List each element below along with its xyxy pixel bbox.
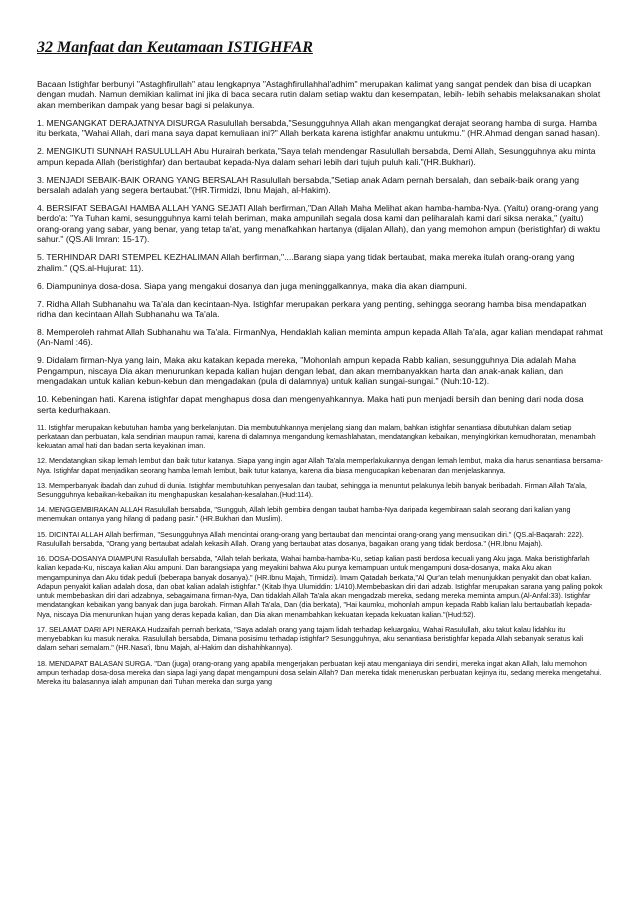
benefit-4-paragraph: 4. BERSIFAT SEBAGAI HAMBA ALLAH YANG SEJATI Allah berfirman,"Dan Allah Maha Melihat akan hamba-hamba-Nya. (Yaitu) orang-orang yang berdo'a: "Ya Tuhan kami, sesungguhnya kami telah beriman, maka ampunilah segala dosa kami dan peliharalah kami dari siksa neraka," (yaitu) orang-orang yang sabar, yang benar, yang tetap ta'at, yang menafkahkan hartanya (dijalan Allah), dan yang memohon ampun (beristighfar) di waktu sahur." (QS.Ali Imran: 15-17). <box>37 203 600 245</box>
benefit-14-paragraph: 14. MENGGEMBIRAKAN ALLAH Rasulullah bersabda, "Sungguh, Allah lebih gembira dengan taubat hamba-Nya daripada kegembiraan salah seorang dari kalian yang menemukan ontanya yang hilang di padang pasir." (HR.Bukhari dan Muslim). <box>37 505 571 524</box>
benefit-9-paragraph: 9. Didalam firman-Nya yang lain, Maka aku katakan kepada mereka, "Mohonlah ampun kepada Rabb kalian, sesungguhnya Dia adalah Maha Pengampun, niscaya Dia akan menurunkan kepada kalian hujan dengan lebat, dan akan membanyakkan harta dan anak-anak kalian, dan mengadakan untuk kalian kebun-kebun dan mengadakan (pula di dalamnya) untuk kalian sungai-sungai." (Nuh:10-12). <box>37 355 577 387</box>
benefit-2-paragraph: 2. MENGIKUTI SUNNAH RASULULLAH Abu Hurairah berkata,"Saya telah mendengar Rasulullah bersabda, Demi Allah, Sesungguhnya aku minta ampun kepada Allah (beristighfar) dan bertaubat kepada-Nya dalam sehari lebih dari tujuh puluh kali."(HR.Bukhari). <box>37 146 596 167</box>
benefit-6-paragraph: 6. Diampuninya dosa-dosa. Siapa yang mengakui dosanya dan juga meninggalkannya, maka dia akan diampuni. <box>37 280 467 291</box>
benefit-17-paragraph: 17. SELAMAT DARI API NERAKA Hudzaifah pernah berkata, "Saya adalah orang yang tajam lidah terhadap keluargaku, Wahai Rasulullah, aku takut kalau lidahku itu menyebabkan ku masuk neraka. Rasulullah bersabda, Dimana posisimu terhadap istighfar? Sesungguhnya, aku senantiasa beristighfar kepada Allah sebanyak seratus kali dalam sehari semalam." (HR.Nasa'i, Ibnu Majah, al-Hakim dan dishahihkannya). <box>37 624 584 653</box>
benefit-7-paragraph: 7. Ridha Allah Subhanahu wa Ta'ala dan kecintaan-Nya. Istighfar merupakan perkara yang penting, sehingga seorang hamba bisa mendapatkan ridha dan kecintaan Allah Subhanahu wa Ta'ala. <box>37 298 587 320</box>
benefit-1-paragraph: 1. MENGANGKAT DERAJATNYA DISURGA Rasulullah bersabda,"Sesungguhnya Allah akan mengangkat derajat seorang hamba di surga. Hamba itu berkata, "Wahai Allah, dari mana saya dapat kemuliaan ini?" Allah berkata karena istighfar anakmu untukmu." (HR.Ahmad dengan sanad hasan). <box>37 117 600 139</box>
document-title: 32 Manfaat dan Keutamaan ISTIGHFAR <box>37 39 313 56</box>
benefit-15-paragraph: 15. DICINTAI ALLAH Allah berfirman, "Sesungguhnya Allah mencintai orang-orang yang bertaubat dan mencintai orang-orang yang mensucikan diri." (QS.al-Baqarah: 222). Rasulullah bersabda, "Orang yang bertaubat adalah kekasih Allah. Orang yang bertaubat atas dosanya, bagaikan orang yang tidak berdosa." (HR.Ibnu Majah). <box>37 529 584 548</box>
benefit-16-paragraph: 16. DOSA-DOSANYA DIAMPUNI Rasulullah bersabda, "Allah telah berkata, Wahai hamba-hamba-Ku, setiap kalian pasti berdosa kecuali yang Aku jaga. Maka beristighfarlah kalian kepada-Ku, niscaya kalian Aku ampuni. Dan barangsiapa yang meyakini bahwa Aku punya kemampuan untuk mengampuni dosa-dosanya, maka Aku akan mengampuninya dan Aku tidak peduli (beberapa banyak dosanya)." (HR.Ibnu Majah, Tirmidzi). Imam Qatadah berkata,"Al Qur'an telah menunjukkan penyakit dan obat kalian. Adapun penyakit kalian adalah dosa, dan obat kalian adalah istighfar." (Kitab Ihya Ulumiddin: 1/410).Membebaskan diri dari adzab. Istighfar merupakan sarana yang paling pokok untuk membebaskan diri dari adzabnya, sebagaimana firman-Nya, Dan tidaklah Allah Ta'ala akan mengadzab mereka, sedang mereka meminta ampun.(Al-Anfal:33). Istighfar mendatangkan kebaikan yang banyak dan juga barokah. Firman Allah Ta'ala, Dan (dia berkata), "Hai kaumku, mohonlah ampun kepada Rabb kalian lalu bertaubatlah kepada-Nya, niscaya Dia menurunkan hujan yang deras kepada kalian, dan Dia akan menambahkan kekuatan kepada kekuatan kalian."(Hud:52). <box>37 553 603 619</box>
benefit-3-paragraph: 3. MENJADI SEBAIK-BAIK ORANG YANG BERSALAH Rasulullah bersabda,"Setiap anak Adam pernah bersalah, dan sebaik-baik orang yang bersalah adalah yang segera bertaubat."(HR.Tirmidzi, Ibnu Majah, al-Hakim). <box>37 174 580 196</box>
intro-paragraph: Bacaan Istighfar berbunyi "Astaghfirullah" atau lengkapnya "Astaghfirullahhal'adhim" merupakan kalimat yang sangat pendek dan bisa di ucapkan dengan mudah. Namun demikian kalimat ini jika di baca secara rutin dalam setiap waktu dan kesempatan, lebih- lebih sehabis melaksanakan sholat akan memberikan dampak yang besar bagi si pelakunya. <box>37 79 601 110</box>
benefit-13-paragraph: 13. Memperbanyak ibadah dan zuhud di dunia. Istighfar membutuhkan penyesalan dan taubat, sehingga ia menuntut pelakunya lebih banyak beribadah. Firman Allah Ta'ala, Sesungguhnya kebaikan-kebaikan itu menghapuskan kesalahan-kesalahan.(Hud:114). <box>37 480 587 500</box>
benefit-11-paragraph: 11. Istighfar merupakan kebutuhan hamba yang berkelanjutan. Dia membutuhkannya menjelang siang dan malam, bahkan istighfar senantiasa dibutuhkan dalam setiap perkataan dan perbuatan, kala sendirian maupun ramai, karena di dalamnya mengandung kemashlahatan, mendatangkan kebaikan, menyingkirkan kemudhoratan, menambah kekuatan amal hati dan badan serta keyakinan iman. <box>37 422 596 451</box>
benefit-8-paragraph: 8. Memperoleh rahmat Allah Subhanahu wa Ta'ala. FirmanNya, Hendaklah kalian meminta ampun kepada Allah Ta'ala, agar kalian mendapat rahmat (An-Naml :46). <box>37 327 603 348</box>
document-body <box>37 79 603 692</box>
benefit-18-paragraph: 18. MENDAPAT BALASAN SURGA. "Dan (juga) orang-orang yang apabila mengerjakan perbuatan keji atau menganiaya diri sendiri, mereka ingat akan Allah, lalu memohon ampun terhadap dosa-dosa mereka dan siapa lagi yang dapat mengampuni dosa selain Allah? Dan mereka tidak meneruskan perbuatan kejinya itu, sedang mereka mengetahui. Mereka itu balasannya ialah ampunan dari Tuhan mereka dan surga yang <box>37 658 602 687</box>
benefit-10-paragraph: 10. Kebeningan hati. Karena istighfar dapat menghapus dosa dan mengenyahkannya. Maka hati pun menjadi bersih dan bening dari noda dosa serta kedurhakaan. <box>37 394 584 415</box>
benefit-12-paragraph: 12. Mendatangkan sikap lemah lembut dan baik tutur katanya. Siapa yang ingin agar Allah Ta'ala memperlakukannya dengan lemah lembut, maka dia harus senantiasa bersama-Nya. Istighfar dapat menjadikan seorang hamba lemah lembut, baik tutur katanya, karena dia biasa mengucapkan kebenaran dan menjelaskannya. <box>37 456 603 475</box>
benefit-5-paragraph: 5. TERHINDAR DARI STEMPEL KEZHALIMAN Allah berfirman,"....Barang siapa yang tidak bertaubat, maka mereka itulah orang-orang yang zhalim." (QS.al-Hujurat: 11). <box>37 252 575 273</box>
